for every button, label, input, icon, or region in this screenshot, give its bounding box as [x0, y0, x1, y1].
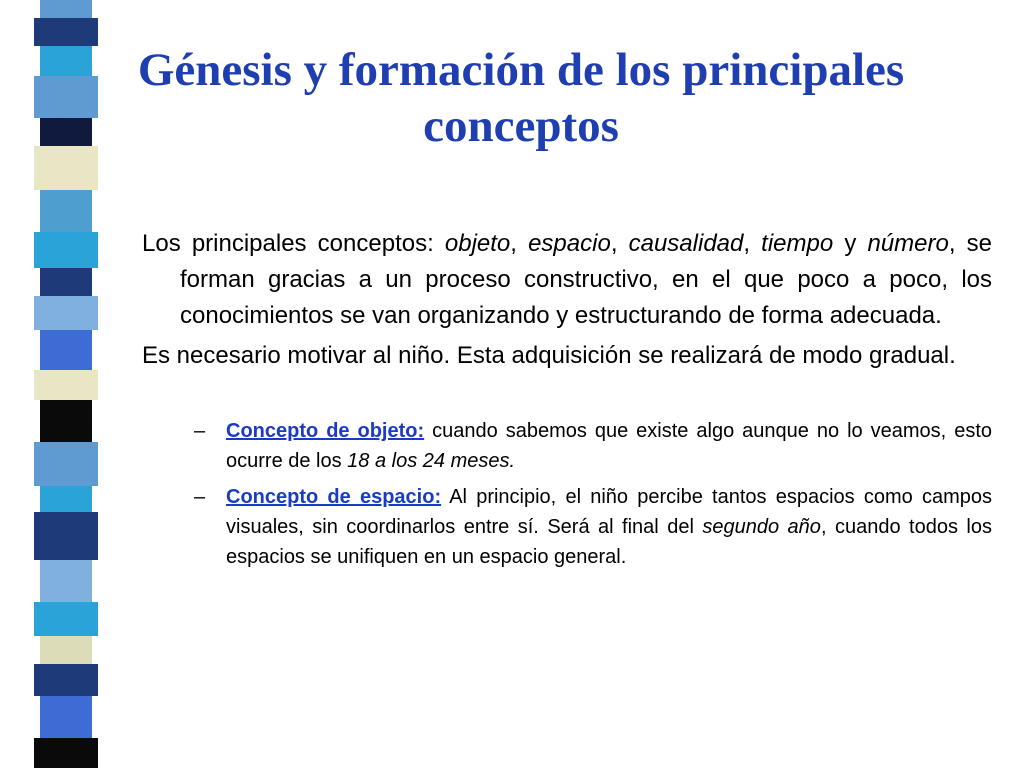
text-run: cuando sabemos que existe algo aunque no lo veamos, esto ocurre de los — [226, 420, 992, 472]
term-objeto: objeto — [444, 230, 511, 257]
text-run: , se forman gracias a un proceso constructivo, en el que poco a poco, los conocimientos se van organizando y estructurando de forma adecuada. — [180, 230, 992, 329]
slide-title — [98, 42, 944, 154]
paragraph-main-concepts — [142, 226, 992, 334]
stripe-segment — [34, 146, 98, 190]
stripe-segment — [34, 232, 98, 268]
stripe-segment — [40, 636, 92, 664]
stripe-segment — [34, 602, 98, 636]
stripe-segment — [40, 560, 92, 602]
stripe-segment — [34, 18, 98, 46]
stripe-segment — [34, 370, 98, 400]
term-causalidad: causalidad — [628, 230, 744, 257]
stripe-segment — [34, 512, 98, 560]
stripe-segment — [40, 486, 92, 512]
stripe-segment — [34, 442, 98, 486]
text-run: , cuando todos los espacios se unifiquen en un espacio general. — [226, 516, 992, 568]
slide-body — [142, 226, 992, 578]
term-numero: número — [867, 230, 949, 257]
list-item-espacio — [142, 482, 992, 572]
dash-bullet: – — [194, 486, 206, 508]
stripe-segment — [34, 296, 98, 330]
dash-bullet: – — [194, 420, 206, 442]
text-run: Los principales conceptos: — [142, 230, 445, 257]
age-range: 18 a los 24 meses. — [347, 450, 516, 472]
stripe-segment — [40, 46, 92, 76]
stripe-segment — [40, 330, 92, 370]
concept-espacio-link[interactable]: Concepto de espacio: — [226, 486, 442, 508]
list-item-objeto — [142, 416, 992, 476]
text-run: , — [743, 230, 762, 257]
title-line-2: conceptos — [423, 100, 619, 152]
text-run: , — [610, 230, 629, 257]
term-espacio: espacio — [528, 230, 611, 257]
stripe-segment — [34, 664, 98, 696]
text-run: y — [833, 230, 868, 257]
term-segundo-ano: segundo año — [702, 516, 821, 538]
stripe-segment — [40, 400, 92, 442]
stripe-segment — [40, 268, 92, 296]
concept-objeto-link[interactable]: Concepto de objeto: — [226, 420, 425, 442]
text-run: Al principio, el niño percibe tantos espacios como campos visuales, sin coordinarlos entre sí. Será al final del — [226, 486, 992, 538]
text-run: , — [510, 230, 529, 257]
stripe-segment — [34, 76, 98, 118]
stripe-segment — [34, 738, 98, 768]
concept-list — [142, 416, 992, 572]
term-tiempo: tiempo — [761, 230, 834, 257]
title-line-1: Génesis y formación de los principales — [137, 44, 905, 96]
stripe-segment — [40, 0, 92, 18]
stripe-segment — [40, 696, 92, 738]
stripe-segment — [40, 118, 92, 146]
paragraph-motivation: Es necesario motivar al niño. Esta adquisición se realizará de modo gradual. — [142, 342, 956, 369]
decorative-stripe-bar — [34, 0, 98, 768]
stripe-segment — [40, 190, 92, 232]
